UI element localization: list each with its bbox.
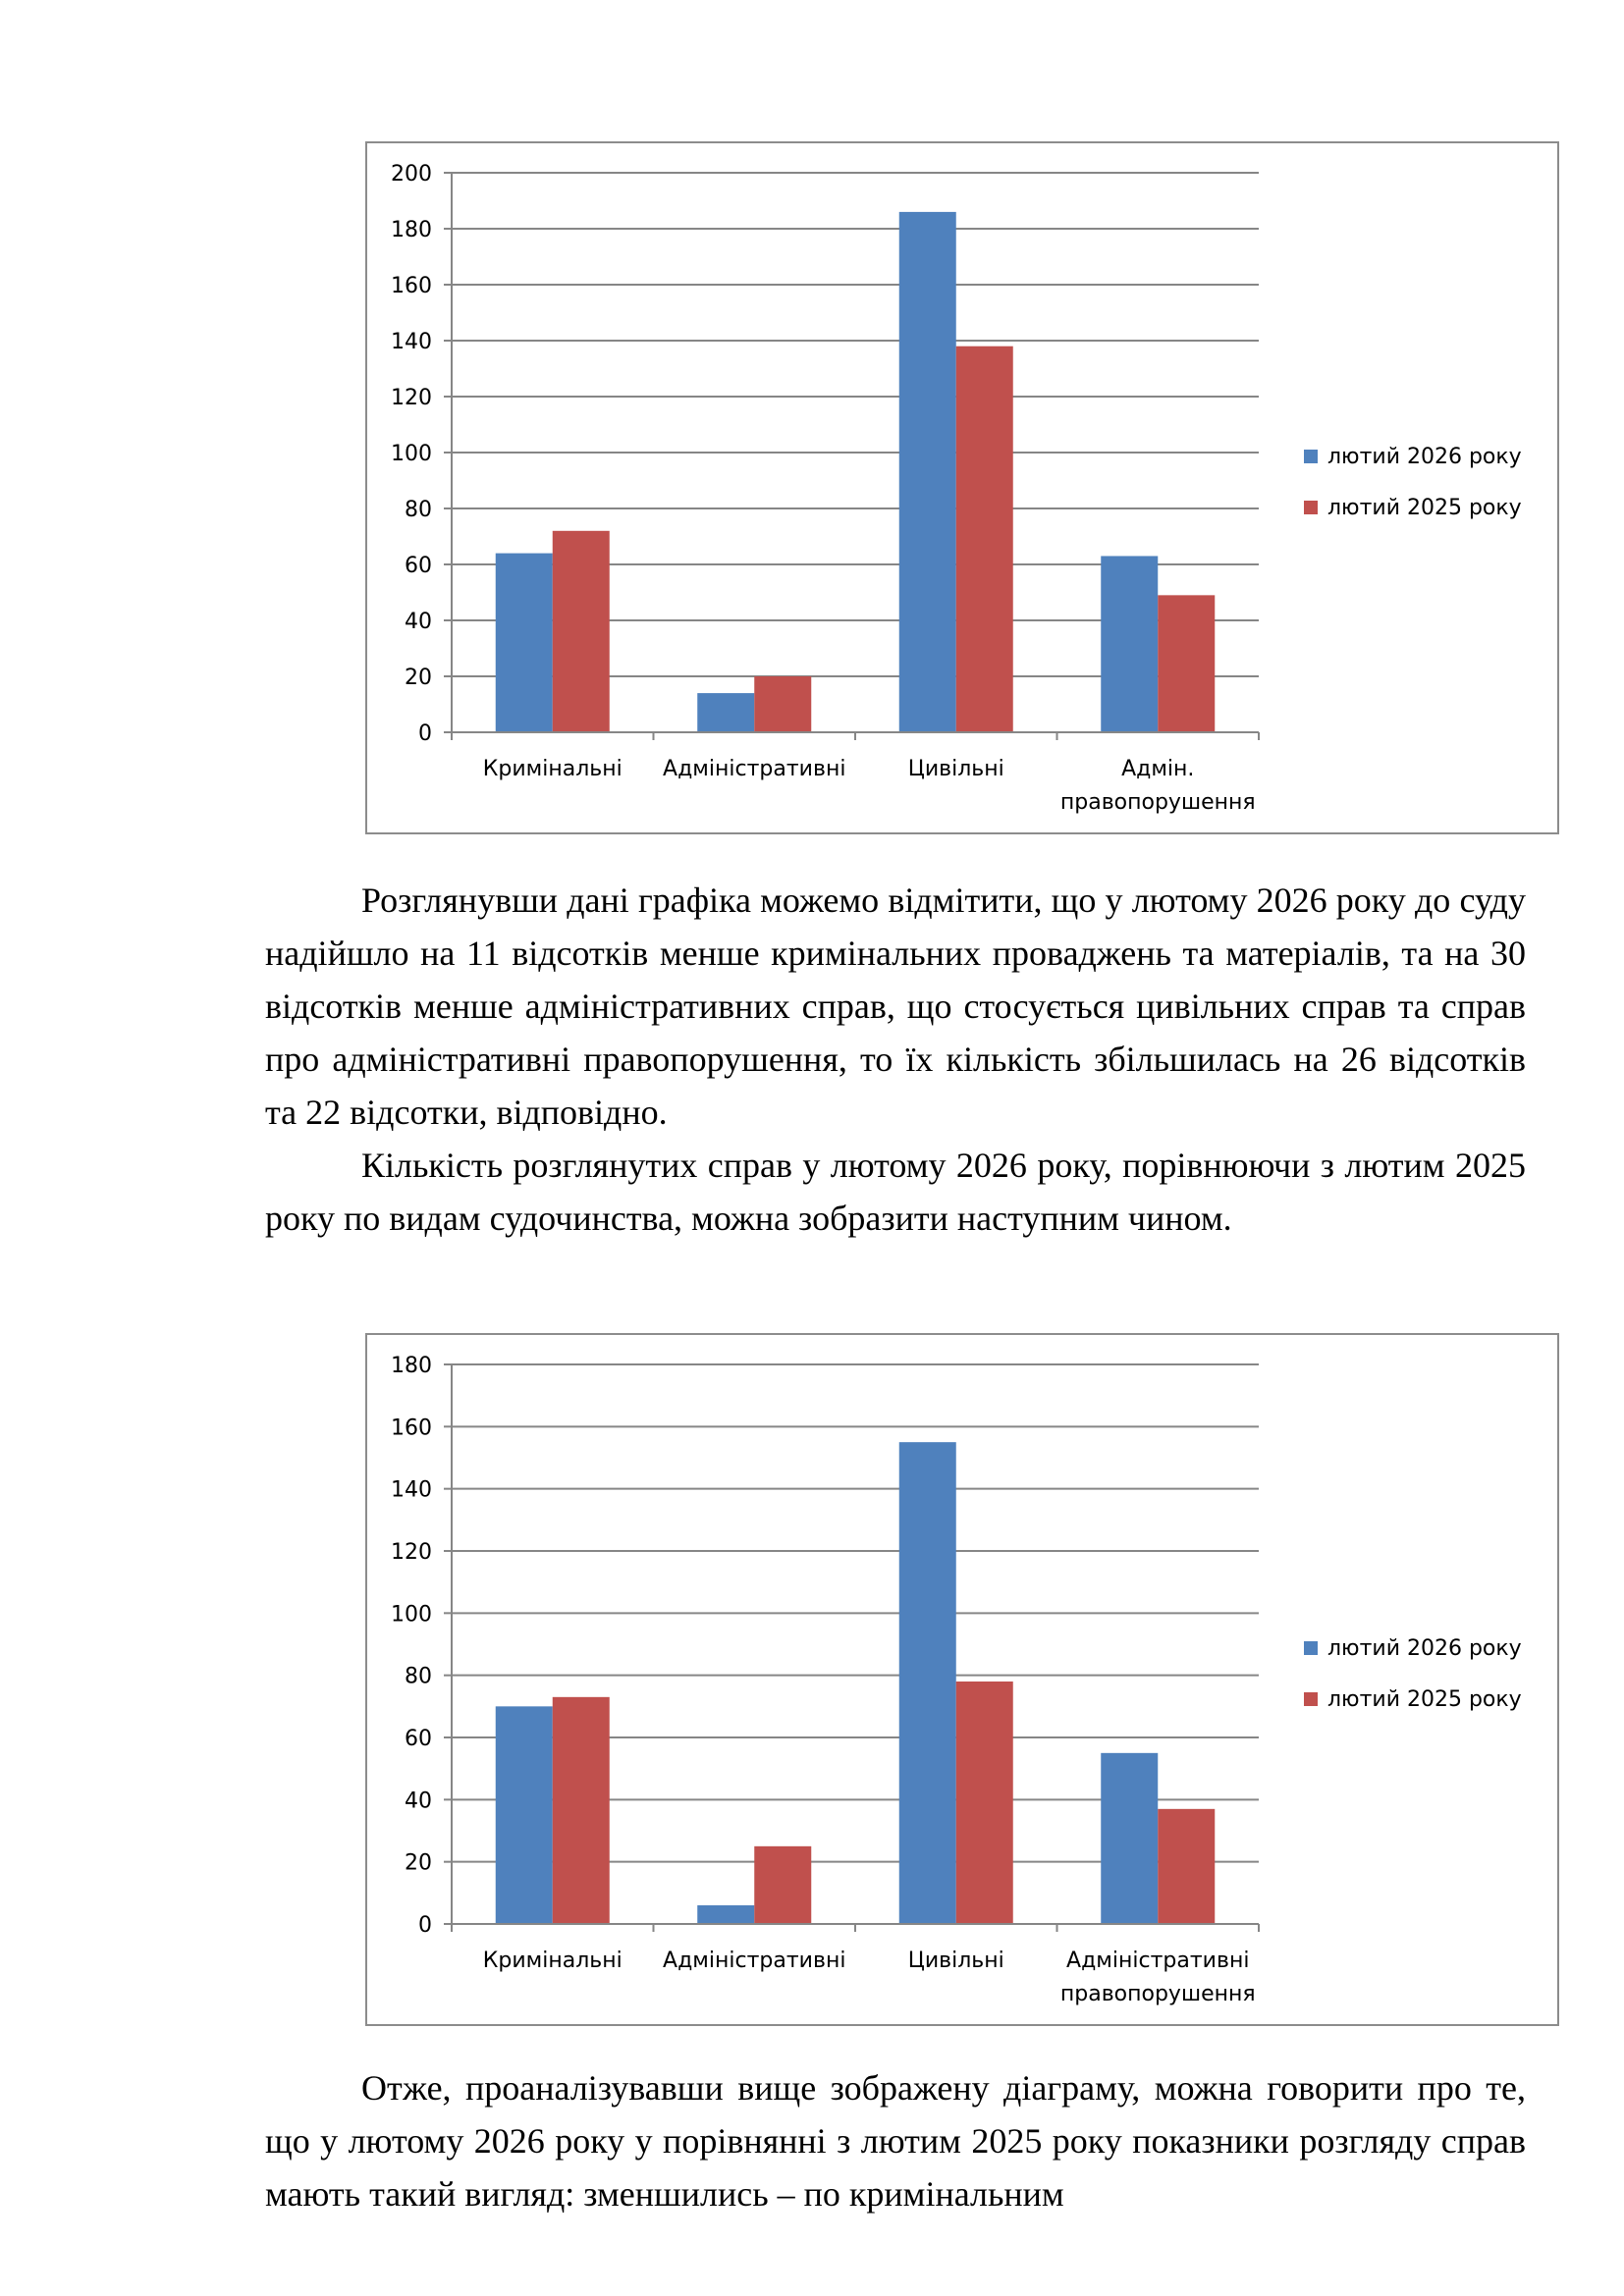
- chart1-y-tick-label: 160: [391, 274, 432, 298]
- chart2-y-tick-label: 20: [405, 1850, 432, 1876]
- chart1-legend-label: лютий 2026 року: [1327, 445, 1522, 469]
- conclusion-paragraph: Отже, проаналізувавши вище зображену діаграму, можна говорити про те, що у лютому 2026 року у порівнянні з лютим 2025 року показники розгляду справ мають такий вигляд: зменшились – по кримінальним: [265, 2068, 1526, 2214]
- chart1-category-label: Адміністративні: [663, 757, 846, 781]
- chart1-y-tick-label: 40: [405, 610, 432, 634]
- chart1-bar-series1: [496, 554, 553, 732]
- chart1-bar-series2: [1158, 595, 1215, 732]
- chart2-category-label: правопорушення: [1059, 1982, 1256, 2006]
- analysis-paragraph-received: Розглянувши дані графіка можемо відмітити, що у лютому 2026 року до суду надійшло на 11 відсотків менше кримінальних проваджень та матеріалів, та на 30 відсотків менше адміністративних справ, що стосується цивільних справ та справ про адміністративні правопорушення, то їх кількість збільшилась на 26 відсотків та 22 відсотки, відповідно.: [265, 881, 1526, 1132]
- chart2-legend-label: лютий 2026 року: [1327, 1636, 1522, 1661]
- chart1-category-label: Адмін.: [1121, 757, 1195, 781]
- chart2-category-label: Адміністративні: [663, 1949, 846, 1973]
- chart2-bar-series2: [754, 1846, 811, 1924]
- chart1-y-tick-label: 100: [391, 442, 432, 466]
- chart1-y-tick-label: 120: [391, 386, 432, 410]
- chart1-bar-series2: [956, 347, 1013, 732]
- chart1-bar-series1: [697, 693, 754, 732]
- intro-paragraph-considered: Кількість розглянутих справ у лютому 2026 року, порівнюючи з лютим 2025 року по видам судочинства, можна зобразити наступним чином.: [265, 1146, 1526, 1238]
- chart2-category-label: Кримінальні: [482, 1949, 623, 1973]
- chart1-bar-series1: [899, 212, 956, 732]
- chart1-bar-series2: [553, 531, 610, 732]
- chart1-y-tick-label: 200: [391, 162, 432, 187]
- received-cases-chart-svg: [367, 143, 1557, 832]
- chart2-bar-series1: [899, 1442, 956, 1924]
- chart2-y-tick-label: 160: [391, 1415, 432, 1441]
- chart2-bar-series2: [1158, 1809, 1215, 1924]
- chart2-legend-swatch: [1304, 1641, 1318, 1655]
- chart2-category-label: Адміністративні: [1066, 1949, 1250, 1973]
- chart2-legend-swatch: [1304, 1692, 1318, 1706]
- chart2-bar-series2: [553, 1697, 610, 1924]
- chart1-y-tick-label: 20: [405, 666, 432, 690]
- chart1-y-tick-label: 180: [391, 218, 432, 242]
- chart2-legend-label: лютий 2025 року: [1327, 1687, 1522, 1712]
- chart1-y-tick-label: 80: [405, 498, 432, 522]
- chart2-y-tick-label: 40: [405, 1789, 432, 1814]
- chart2-bar-series1: [496, 1706, 553, 1924]
- considered-cases-chart-svg: [367, 1335, 1557, 2024]
- chart2-y-tick-label: 0: [418, 1913, 432, 1938]
- chart1-legend-label: лютий 2025 року: [1327, 496, 1522, 520]
- chart2-bar-series2: [956, 1682, 1013, 1924]
- chart1-category-label: правопорушення: [1059, 790, 1256, 815]
- chart1-y-tick-label: 0: [418, 721, 432, 746]
- chart1-category-label: Цивільні: [907, 757, 1004, 781]
- chart2-category-label: Цивільні: [907, 1949, 1004, 1973]
- chart2-y-tick-label: 80: [405, 1664, 432, 1689]
- chart1-y-tick-label: 140: [391, 330, 432, 354]
- received-cases-chart: [365, 141, 1559, 834]
- chart2-y-tick-label: 140: [391, 1477, 432, 1503]
- chart2-bar-series1: [697, 1905, 754, 1924]
- chart1-bar-series2: [754, 676, 811, 732]
- chart1-bar-series1: [1101, 556, 1158, 732]
- chart1-legend-swatch: [1304, 450, 1318, 463]
- considered-cases-chart: [365, 1333, 1559, 2026]
- chart2-bar-series1: [1101, 1753, 1158, 1924]
- chart2-y-tick-label: 60: [405, 1727, 432, 1751]
- chart2-y-tick-label: 100: [391, 1602, 432, 1628]
- chart2-y-tick-label: 120: [391, 1540, 432, 1565]
- chart1-y-tick-label: 60: [405, 554, 432, 578]
- chart1-category-label: Кримінальні: [482, 757, 623, 781]
- chart2-y-tick-label: 180: [391, 1354, 432, 1378]
- chart1-legend-swatch: [1304, 501, 1318, 514]
